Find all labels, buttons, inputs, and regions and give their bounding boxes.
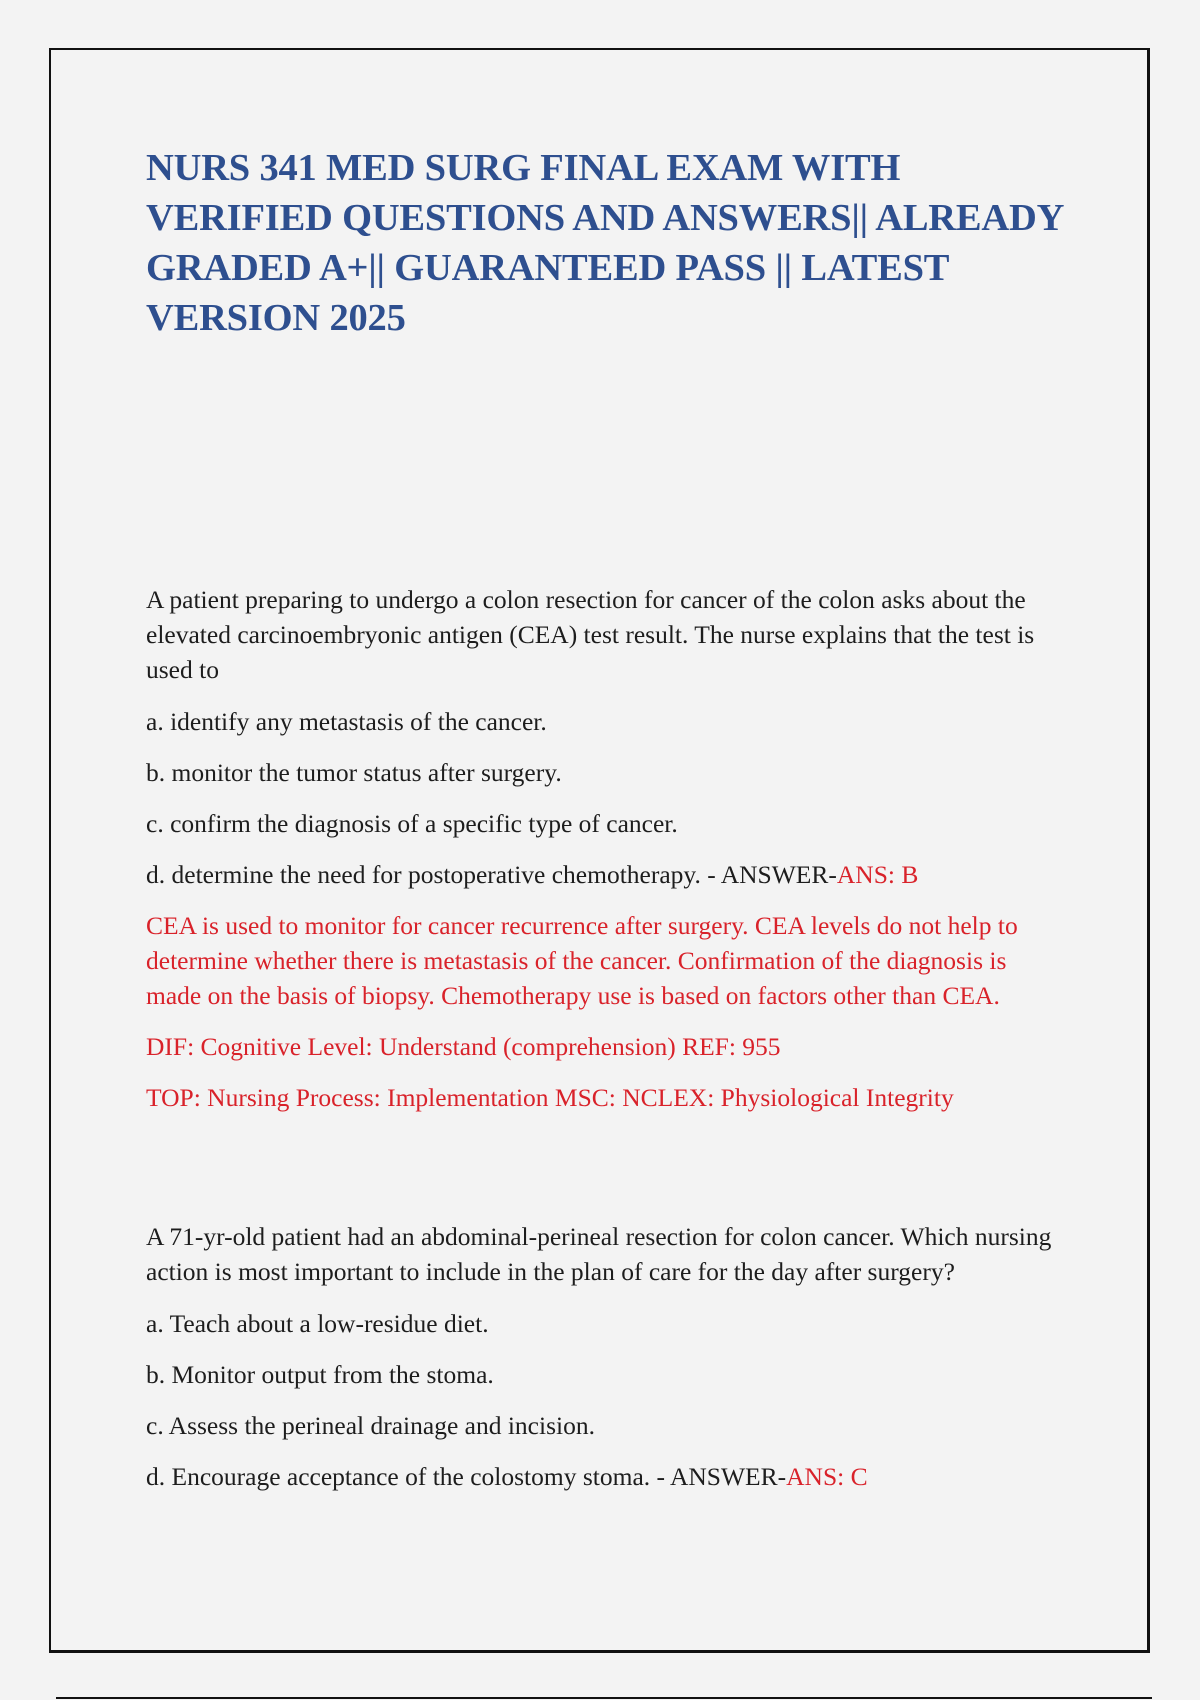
option-a: a. Teach about a low-residue diet. [146, 1309, 489, 1338]
topic-category: TOP: Nursing Process: Implementation MSC: NCLEX: Physiological Integrity [146, 1083, 954, 1112]
rationale: CEA is used to monitor for cancer recurrence after surgery. CEA levels do not help to determine whether there is metastasis of the cancer. Confirmation of the diagnosis is made on the basis of biopsy. Chemotherapy use is based on factors other than CEA. [146, 911, 1018, 1010]
option-c: c. Assess the perineal drainage and incision. [146, 1411, 595, 1440]
document-header [146, 143, 1066, 343]
answer-key: ANS: C [786, 1462, 868, 1491]
option-a: a. identify any metastasis of the cancer. [146, 707, 547, 736]
difficulty-ref: DIF: Cognitive Level: Understand (comprehension) REF: 955 [146, 1032, 781, 1061]
option-b: b. monitor the tumor status after surgery. [146, 758, 562, 787]
option-d [146, 857, 1066, 892]
question-stem: A 71-yr-old patient had an abdominal-perineal resection for colon cancer. Which nursing action is most important to include in the plan of care for the day after surgery? [146, 1222, 1052, 1286]
option-d-text: d. determine the need for postoperative chemotherapy. - ANSWER- [146, 860, 837, 889]
option-d [146, 1459, 1066, 1494]
option-b: b. Monitor output from the stoma. [146, 1360, 494, 1389]
option-c: c. confirm the diagnosis of a specific type of cancer. [146, 809, 678, 838]
option-d-text: d. Encourage acceptance of the colostomy stoma. - ANSWER- [146, 1462, 787, 1491]
answer-key: ANS: B [836, 860, 919, 889]
question-stem: A patient preparing to undergo a colon resection for cancer of the colon asks about the elevated carcinoembryonic antigen (CEA) test result. The nurse explains that the test is used to [146, 585, 1035, 684]
next-page-edge [56, 1697, 1152, 1699]
question-2 [146, 1219, 1066, 1510]
question-1 [146, 582, 1066, 1131]
document-title: NURS 341 MED SURG FINAL EXAM WITH VERIFIED QUESTIONS AND ANSWERS|| ALREADY GRADED A+|| GUARANTEED PASS || LATEST VERSION 2025 [146, 147, 1063, 339]
